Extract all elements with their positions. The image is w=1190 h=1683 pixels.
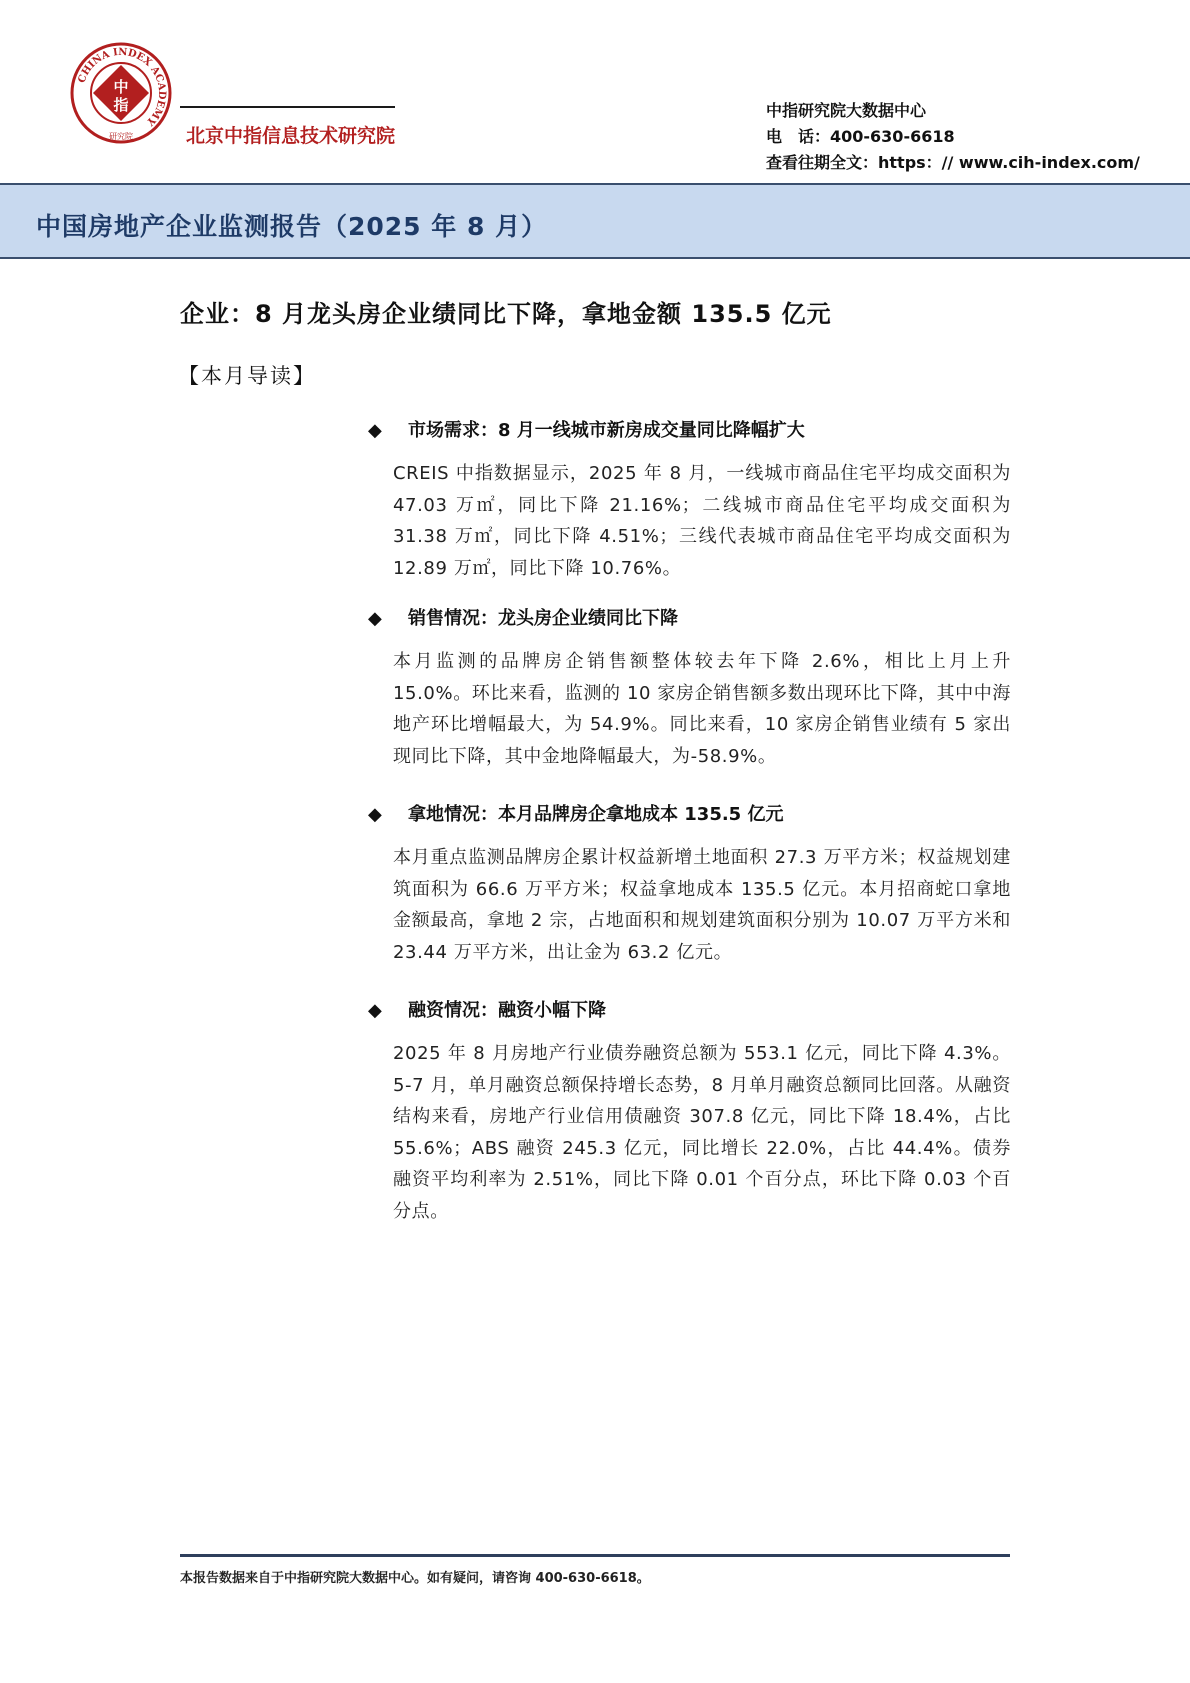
logo-ring-text: CHINA INDEX ACADEMY — [76, 46, 168, 128]
intro-label: 【本月导读】 — [178, 364, 316, 388]
diamond-bullet-icon: ◆ — [368, 420, 382, 441]
contact-phone: 电 话：400-630-6618 — [766, 127, 955, 146]
section-title: 融资情况：融资小幅下降 — [408, 1000, 606, 1021]
section-body-land: 本月重点监测品牌房企累计权益新增土地面积 27.3 万平方米；权益规划建筑面积为 66.6 万平方米；权益拿地成本 135.5 亿元。本月招商蛇口拿地金额最高，拿地 2 宗，占地面积和规划建筑面积分别为 10.07 万平方米和 23.44 万平方米，出让金为 63.2 亿元。 — [393, 847, 1011, 963]
diamond-bullet-icon: ◆ — [368, 804, 382, 825]
title-banner — [0, 183, 1190, 259]
section-title: 市场需求：8 月一线城市新房成交量同比降幅扩大 — [408, 420, 805, 441]
section-body-sales: 本月监测的品牌房企销售额整体较去年下降 2.6%，相比上月上升 15.0%。环比来看，监测的 10 家房企销售额多数出现环比下降，其中中海地产环比增幅最大，为 54.9%。同比来看，10 家房企销售业绩有 5 家出现同比下降，其中金地降幅最大，为-58.9%。 — [393, 651, 1011, 767]
logo-char-bottom: 指 — [113, 96, 129, 114]
section-body-market-demand: CREIS 中指数据显示，2025 年 8 月，一线城市商品住宅平均成交面积为 47.03 万㎡，同比下降 21.16%；二线城市商品住宅平均成交面积为 31.38 万㎡，同比下降 4.51%；三线代表城市商品住宅平均成交面积为 12.89 万㎡，同比下降 10.76%。 — [393, 463, 1011, 579]
logo-char-top: 中 — [113, 78, 129, 96]
org-name: 北京中指信息技术研究院 — [186, 125, 396, 147]
diamond-bullet-icon: ◆ — [368, 608, 382, 629]
contact-website[interactable]: 查看往期全文：https：// www.cih-index.com/ — [766, 153, 1140, 172]
contact-center: 中指研究院大数据中心 — [766, 101, 927, 120]
section-heading-market-demand — [368, 416, 805, 442]
headline: 企业：8 月龙头房企业绩同比下降，拿地金额 135.5 亿元 — [180, 300, 832, 328]
section-heading-sales — [368, 604, 678, 630]
footer-rule — [180, 1554, 1010, 1557]
contact-block — [766, 98, 1140, 176]
section-heading-financing — [368, 996, 606, 1022]
section-body-financing: 2025 年 8 月房地产行业债券融资总额为 553.1 亿元，同比下降 4.3%。5-7 月，单月融资总额保持增长态势，8 月单月融资总额同比回落。从融资结构来看，房地产行业信用债融资 307.8 亿元，同比下降 18.4%，占比 55.6%；ABS 融资 245.3 亿元，同比增长 22.0%，占比 44.4%。债券融资平均利率为 2.51%，同比下降 0.01 个百分点，环比下降 0.03 个百分点。 — [393, 1043, 1011, 1222]
footer-note: 本报告数据来自于中指研究院大数据中心。如有疑问，请咨询 400-630-6618。 — [180, 1571, 650, 1586]
china-index-academy-logo — [70, 42, 172, 144]
section-heading-land — [368, 800, 783, 826]
diamond-bullet-icon: ◆ — [368, 1000, 382, 1021]
report-title: 中国房地产企业监测报告（2025 年 8 月） — [36, 212, 548, 241]
logo-bottom-text: 研究院 — [109, 132, 133, 141]
org-name-rule — [180, 106, 395, 108]
section-title: 销售情况：龙头房企业绩同比下降 — [408, 608, 678, 629]
section-title: 拿地情况：本月品牌房企拿地成本 135.5 亿元 — [408, 804, 784, 825]
